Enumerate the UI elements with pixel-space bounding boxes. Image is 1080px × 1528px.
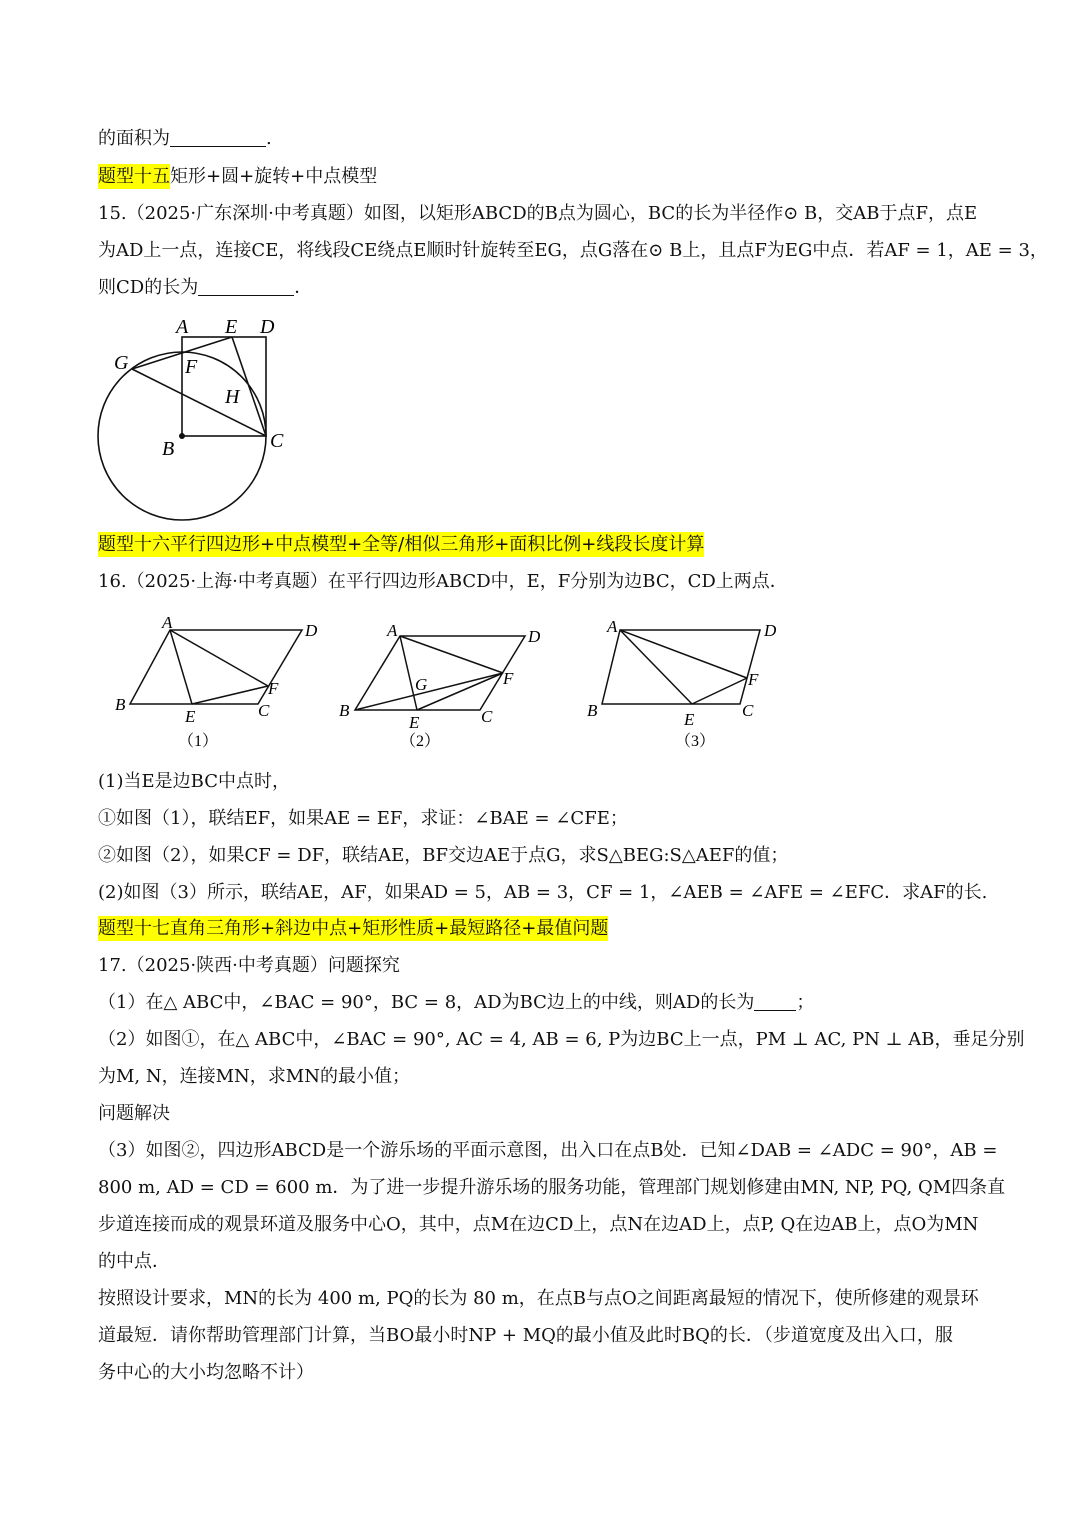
fig1-label-c: C: [258, 701, 270, 720]
q17-part2-line2: 为M, N，连接MN，求MN的最小值；: [98, 1066, 410, 1087]
q17-subheading: 问题解决: [98, 1103, 170, 1124]
section15-heading: [98, 158, 377, 195]
top-fragment-line: [98, 120, 272, 157]
q17-part2-line1: （2）如图①，在△ ABC中，∠BAC = 90°, AC = 4, AB = 6, P为边BC上一点，PM ⊥ AC, PN ⊥ AB，垂足分别: [98, 1029, 1025, 1050]
figure-q16-3: [580, 612, 800, 752]
label-d: D: [260, 316, 275, 338]
fig1-label-d: D: [305, 621, 318, 640]
answer-blank: [198, 275, 294, 296]
parallelogram-2: [355, 636, 525, 710]
fig2-label-e: E: [409, 713, 420, 732]
fig2-label-f: F: [503, 669, 514, 688]
q17-part3-line3: 步道连接而成的观景环道及服务中心O，其中，点M在边CD上，点N在边AD上，点P, Q在边AB上，点O为MN: [98, 1214, 979, 1235]
q16-part2: (2)如图（3）所示，联结AE，AF，如果AD = 5，AB = 3，CF = 1，∠AEB = ∠AFE = ∠EFC．求AF的长.: [98, 882, 988, 903]
section17-highlight: 题型十七直角三角形+斜边中点+矩形性质+最短路径+最值问题: [98, 918, 609, 939]
figure-q15: [90, 312, 300, 522]
q17-part4-line1: 按照设计要求，MN的长为 400 m, PQ的长为 80 m，在点B与点O之间距离最短的情况下，使所修建的观景环: [98, 1288, 979, 1309]
figure-q16-3-svg: [580, 612, 800, 752]
fig2-label-a: A: [387, 621, 398, 640]
fig3-label-d: D: [764, 621, 777, 640]
q17-part1-text: （1）在△ ABC中，∠BAC = 90°，BC = 8，AD为BC边上的中线，则AD的长为: [98, 992, 755, 1013]
fig3-label-c: C: [742, 701, 754, 720]
q15-line1: 15.（2025·广东深圳·中考真题）如图，以矩形ABCD的B点为圆心，BC的长为半径作⊙ B，交AB于点F，点E: [98, 203, 978, 224]
fig3-label-f: F: [748, 670, 759, 689]
top-fragment-suffix: .: [266, 128, 272, 149]
fig1-label-a: A: [162, 613, 173, 632]
q16-intro: 16.（2025·上海·中考真题）在平行四边形ABCD中，E，F分别为边BC，CD上两点．: [98, 571, 788, 592]
q16-part1b: ②如图（2），如果CF = DF，联结AE，BF交边AE于点G，求S△BEG:S△AEF的值；: [98, 845, 789, 866]
figure-q16-1: [110, 612, 330, 752]
fig1-label-b: B: [115, 695, 126, 714]
q15-line2: 为AD上一点，连接CE，将线段CE绕点E顺时针旋转至EG，点G落在⊙ B上，且点F为EG中点．若AF = 1，AE = 3，: [98, 240, 1048, 261]
segment-ae-2: [400, 636, 417, 710]
figure-q16-1-svg: [110, 612, 330, 752]
segment-ef-1: [192, 686, 268, 704]
label-a: A: [176, 316, 189, 338]
answer-blank: [170, 126, 266, 147]
fig2-label-b: B: [339, 701, 350, 720]
fig3-caption: （3）: [675, 733, 716, 750]
fig1-label-f: F: [268, 679, 279, 698]
q16-part1a: ①如图（1），联结EF，如果AE = EF，求证：∠BAE = ∠CFE；: [98, 808, 628, 829]
label-b: B: [162, 438, 175, 460]
q17-part4-line3: 务中心的大小均忽略不计）: [98, 1362, 314, 1383]
q17-part3-line4: 的中点．: [98, 1251, 170, 1272]
fig3-label-a: A: [607, 617, 618, 636]
q16-part1: (1)当E是边BC中点时，: [98, 771, 290, 792]
section15-highlight: 题型十五: [98, 166, 170, 187]
fig3-label-e: E: [684, 710, 695, 729]
q17-part1-suffix: ；: [796, 992, 815, 1013]
segment-ef-3: [692, 678, 747, 704]
q17-intro: 17.（2025·陕西·中考真题）问题探究: [98, 955, 400, 976]
label-c: C: [270, 430, 284, 452]
segment-af-2: [400, 636, 503, 673]
q15-line3-prefix: 则CD的长为: [98, 277, 199, 298]
segment-af-3: [620, 630, 747, 678]
fig1-caption: （1）: [178, 733, 219, 750]
fig2-label-c: C: [481, 707, 493, 726]
q17-part3-line1: （3）如图②，四边形ABCD是一个游乐场的平面示意图，出入口在点B处．已知∠DAB = ∠ADC = 90°，AB =: [98, 1140, 998, 1161]
figure-q16-2-svg: [335, 618, 555, 758]
section15-heading-rest: 矩形+圆+旋转+中点模型: [170, 166, 378, 187]
label-g: G: [114, 352, 129, 374]
fig2-label-g: G: [415, 675, 428, 694]
section16-highlight: 题型十六平行四边形+中点模型+全等/相似三角形+面积比例+线段长度计算: [98, 534, 705, 555]
q15-line3: [98, 269, 312, 306]
rectangle-abcd: [182, 337, 266, 436]
section17-heading: [98, 910, 608, 947]
answer-blank: [754, 990, 796, 1011]
segment-ae-3: [620, 630, 692, 704]
q17-part4-line2: 道最短．请你帮助管理部门计算，当BO最小时NP + MQ的最小值及此时BQ的长．（步道宽度及出入口，服: [98, 1325, 953, 1346]
center-dot: [179, 433, 185, 439]
q15-line3-suffix: ．: [294, 277, 313, 298]
fig1-label-e: E: [185, 707, 196, 726]
section16-heading: [98, 526, 704, 563]
q17-part1: [98, 984, 814, 1021]
top-fragment-text: 的面积为: [98, 128, 170, 149]
label-e: E: [225, 316, 238, 338]
fig3-label-b: B: [587, 701, 598, 720]
label-h: H: [225, 386, 240, 408]
fig2-label-d: D: [528, 627, 541, 646]
figure-q16-2: [335, 618, 555, 758]
q17-part3-line2: 800 m, AD = CD = 600 m．为了进一步提升游乐场的服务功能，管理部门规划修建由MN, NP, PQ, QM四条直: [98, 1177, 1006, 1198]
label-f: F: [185, 356, 198, 378]
fig2-caption: （2）: [400, 733, 441, 750]
figure-q15-svg: [90, 312, 300, 522]
